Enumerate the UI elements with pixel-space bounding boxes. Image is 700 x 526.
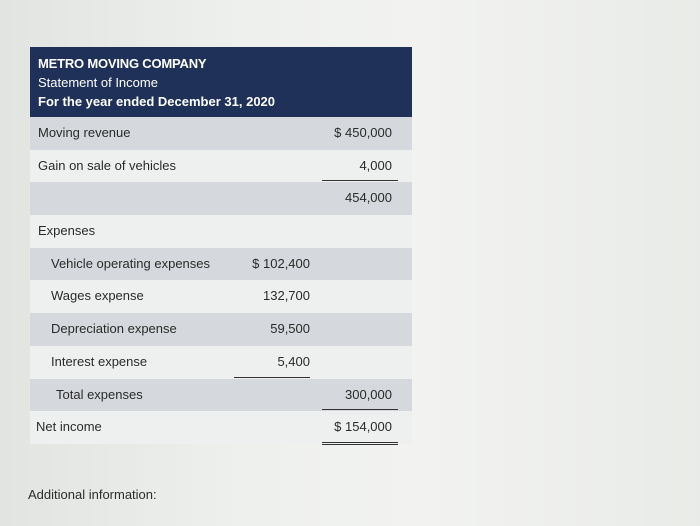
row-total-expenses (30, 379, 412, 412)
expenses-heading: Expenses (38, 223, 96, 239)
row-moving-revenue (30, 117, 412, 150)
row-expense (30, 346, 412, 379)
row-gain-on-sale (30, 150, 412, 183)
row-subtotal (30, 182, 412, 215)
income-statement (30, 47, 412, 444)
net-income-label: Net income (36, 419, 102, 435)
expense-label: Wages expense (51, 288, 144, 304)
subtotal-underline (322, 180, 398, 181)
statement-period: For the year ended December 31, 2020 (38, 94, 276, 109)
expense-amount: 59,500 (270, 321, 310, 337)
expense-amount: 132,700 (263, 288, 310, 304)
row-expense (30, 248, 412, 281)
total-expenses-underline (322, 409, 398, 410)
total-expenses-label: Total expenses (56, 386, 143, 402)
company-name: METRO MOVING COMPANY (38, 56, 207, 71)
expense-amount: 5,400 (277, 353, 310, 369)
subtotal-amount: 454,000 (345, 190, 392, 206)
gain-on-sale-amount: 4,000 (359, 157, 392, 173)
row-expenses-heading (30, 215, 412, 248)
net-income-amount: $ 154,000 (334, 419, 392, 435)
expense-label: Interest expense (51, 353, 148, 369)
row-expense (30, 280, 412, 313)
expense-label: Depreciation expense (51, 321, 177, 337)
gain-on-sale-label: Gain on sale of vehicles (38, 157, 177, 173)
expense-amount: $ 102,400 (252, 255, 310, 271)
moving-revenue-label: Moving revenue (38, 125, 131, 140)
total-expenses-amount: 300,000 (345, 386, 392, 402)
net-income-double-underline (322, 442, 398, 445)
moving-revenue-amount: $ 450,000 (334, 125, 392, 140)
statement-title: Statement of Income (38, 75, 158, 90)
additional-information-label: Additional information: (28, 487, 157, 502)
row-net-income (30, 411, 412, 444)
statement-header (30, 47, 412, 117)
row-expense (30, 313, 412, 346)
expenses-underline (234, 377, 310, 378)
expense-label: Vehicle operating expenses (51, 255, 211, 271)
